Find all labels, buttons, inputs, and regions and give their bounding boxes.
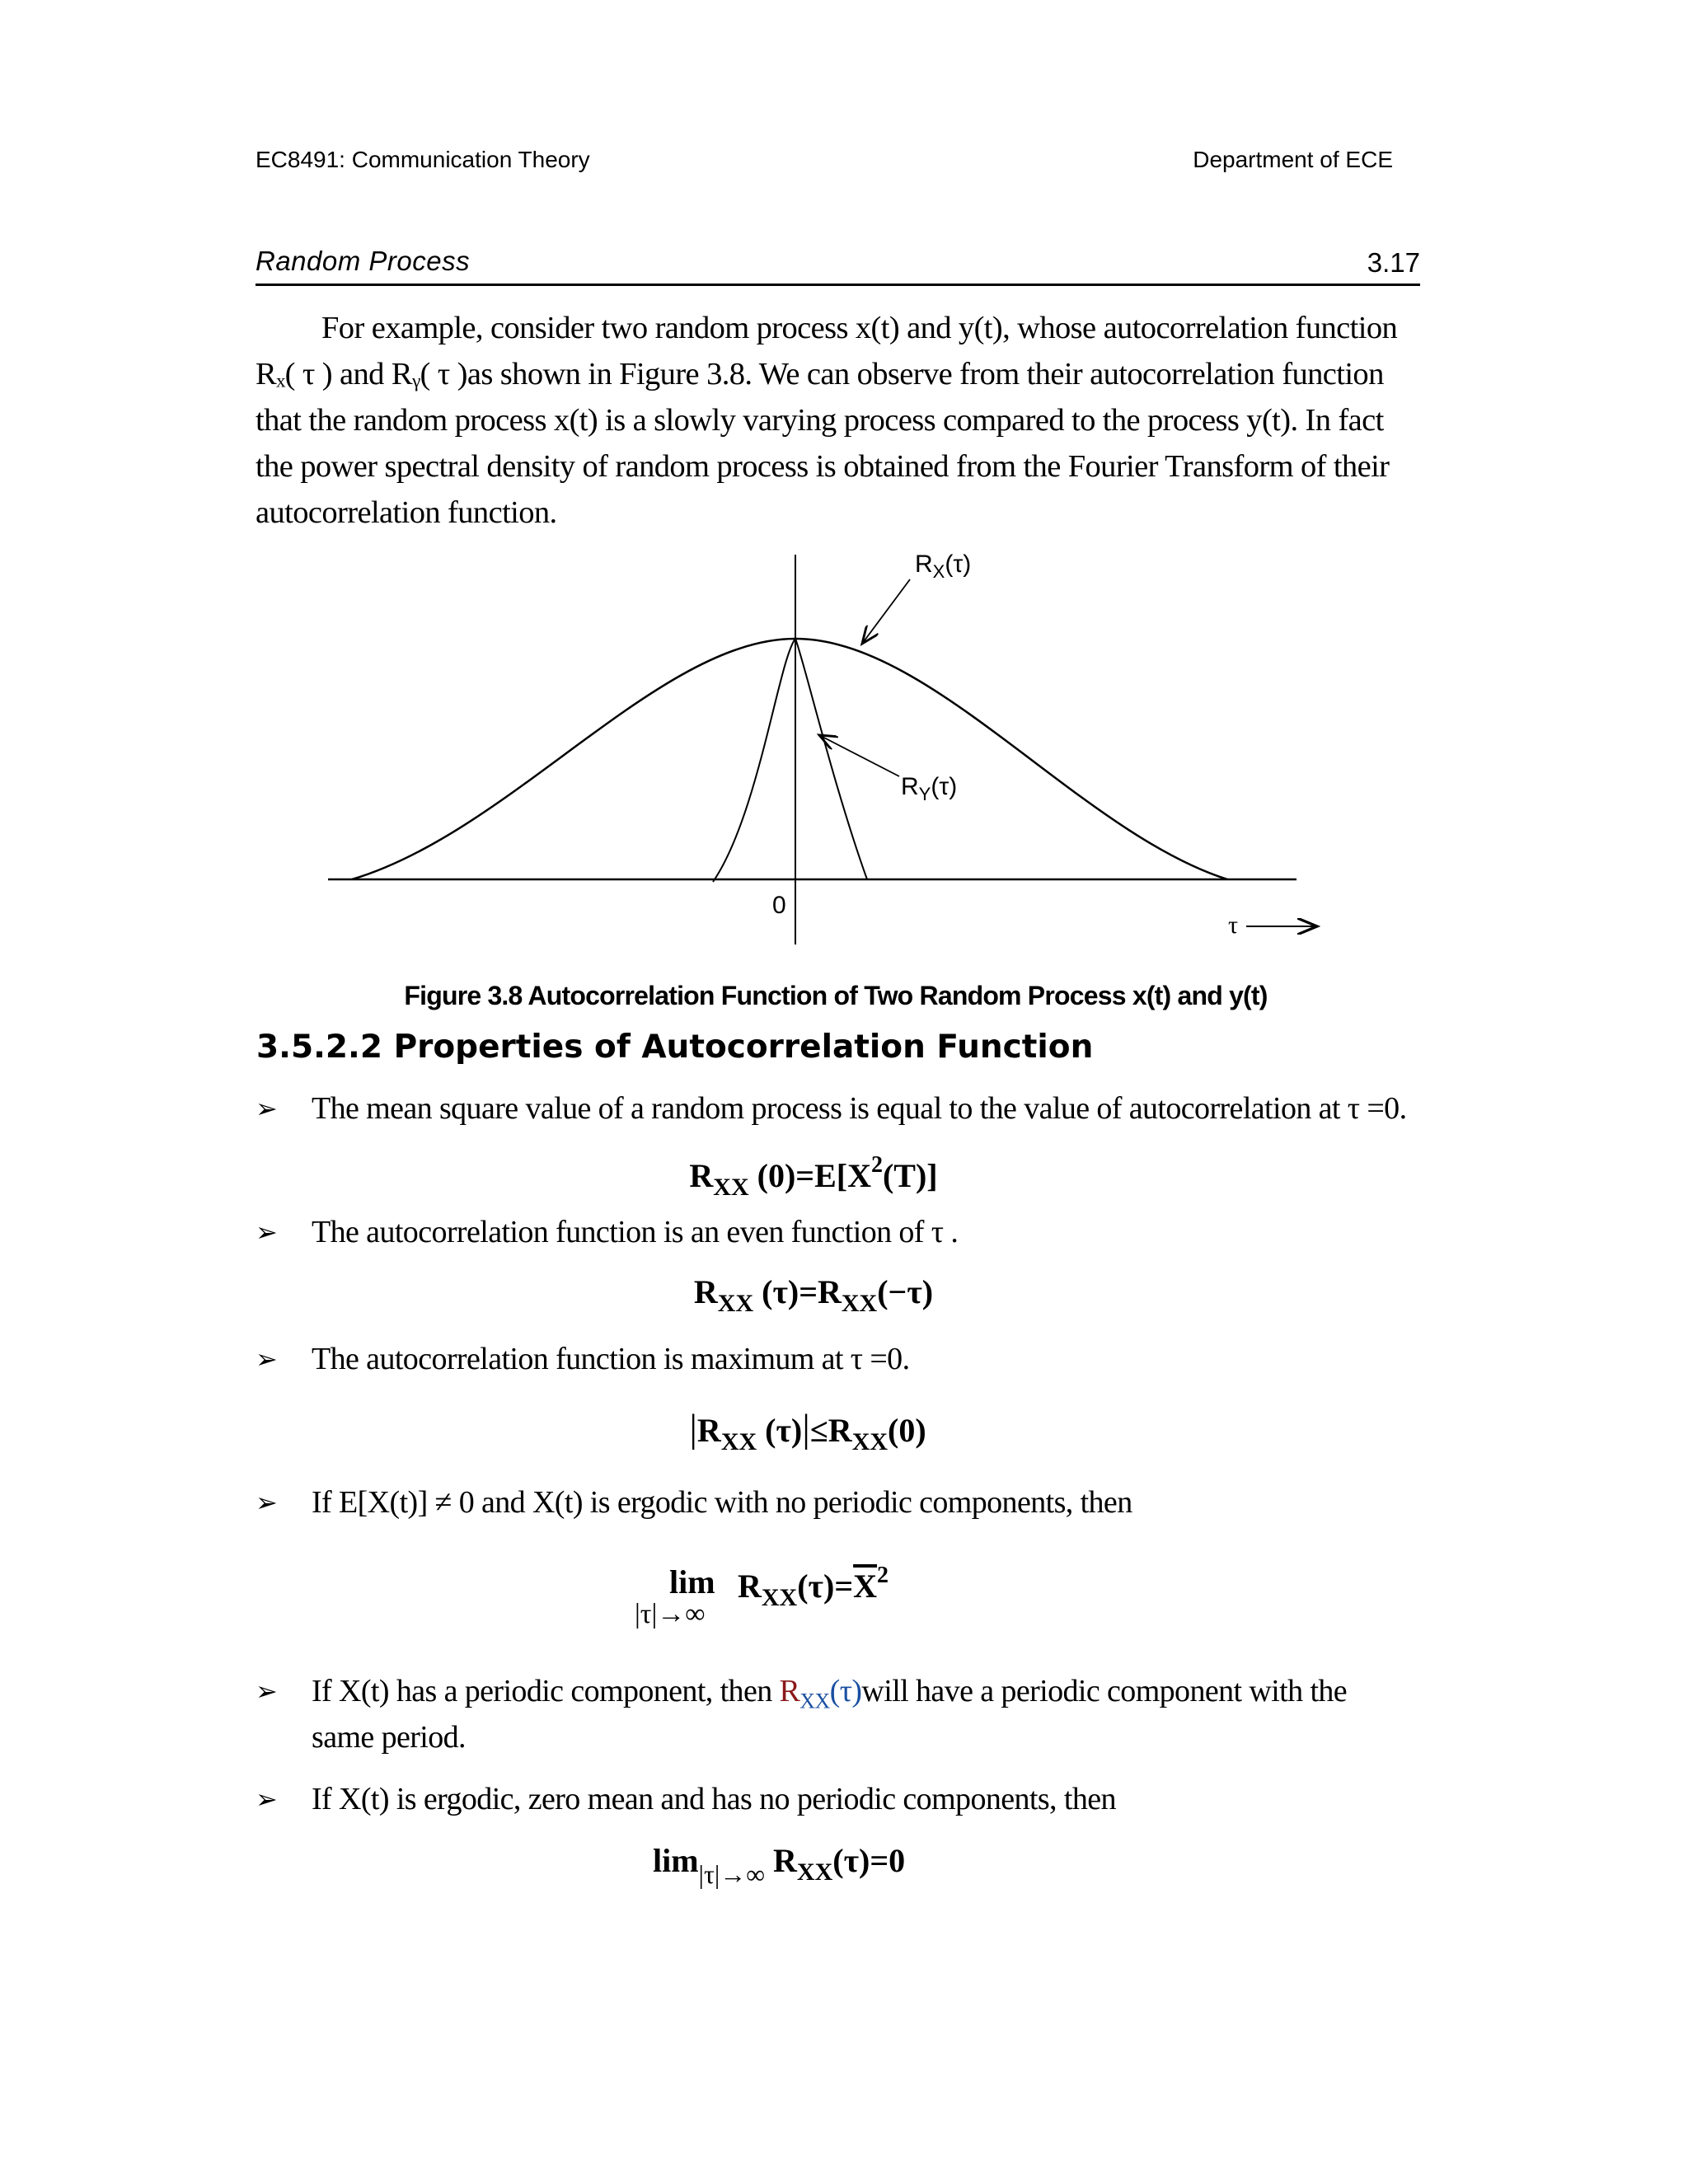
bullet-text: The autocorrelation function is an even function of τ . bbox=[312, 1215, 959, 1249]
bullet-arrow-icon: ➢ bbox=[256, 1783, 278, 1815]
bullet-text: If E[X(t)] ≠ 0 and X(t) is ergodic with no periodic components, then bbox=[312, 1485, 1132, 1520]
tau-label: τ bbox=[1228, 912, 1239, 939]
intro-line: autocorrelation function. bbox=[256, 495, 557, 530]
autocorrelation-figure bbox=[0, 0, 1688, 989]
rx-curve bbox=[352, 639, 1227, 879]
bullet-text: If X(t) is ergodic, zero mean and has no periodic components, then bbox=[312, 1782, 1116, 1816]
ry-label: $R_Y(\tau)$ bbox=[901, 773, 958, 804]
ry-pointer-arrow bbox=[819, 735, 899, 776]
bullet-arrow-icon: ➢ bbox=[256, 1487, 278, 1518]
intro-line: Rₓ( τ ) and Rᵧ( τ )as shown in Figure 3.8. We can observe from their autocorrelation function bbox=[256, 357, 1384, 391]
section-title: Random Process bbox=[256, 246, 471, 276]
intro-line: the power spectral density of random process is obtained from the Fourier Transform of their bbox=[256, 449, 1390, 484]
inline-rxx: $R_{XX}(\tau)$ bbox=[779, 1674, 862, 1713]
bullet-arrow-icon: ➢ bbox=[256, 1093, 278, 1124]
figure-caption: Figure 3.8 Autocorrelation Function of Two Random Process x(t) and y(t) bbox=[404, 981, 1268, 1010]
ry-curve bbox=[713, 639, 867, 882]
course-header: EC8491: Communication Theory bbox=[256, 147, 590, 172]
bullet-arrow-icon: ➢ bbox=[256, 1216, 278, 1248]
bullet-text: If X(t) has a periodic component, then $R_{XX}(\tau)will$ have a periodic component with the bbox=[312, 1674, 1348, 1713]
equation-maximum: $|R_{XX}$ $(\tau)|\le R_{XX}(0)$ bbox=[689, 1407, 926, 1455]
bullet-arrow-icon: ➢ bbox=[256, 1343, 278, 1375]
rx-pointer-arrow bbox=[862, 579, 910, 644]
rx-label: $R_X(\tau)$ bbox=[915, 551, 972, 582]
intro-line: that the random process x(t) is a slowly varying process compared to the process y(t). In fact bbox=[256, 403, 1384, 438]
department-header: Department of ECE bbox=[1193, 147, 1393, 172]
equation-limit-zero: $\lim_{|\tau|\to\infty} R_{XX}(\tau)=0$ bbox=[653, 1842, 906, 1889]
origin-label: 0 bbox=[772, 892, 786, 919]
equation-even-function: $R_{XX}$ $(\tau)=R_{XX}(-\tau)$ bbox=[693, 1273, 934, 1317]
bullet-text-continued: same period. bbox=[312, 1720, 466, 1755]
equation-mean-square: $R_{XX}$ $(0)=E[X^2(T)]$ bbox=[689, 1152, 938, 1201]
bullet-text: The autocorrelation function is maximum at τ =0. bbox=[312, 1342, 910, 1376]
bullet-arrow-icon: ➢ bbox=[256, 1675, 278, 1707]
section-heading: 3.5.2.2 Properties of Autocorrelation Function bbox=[256, 1029, 1094, 1066]
bullet-text: The mean square value of a random process is equal to the value of autocorrelation at τ =0. bbox=[312, 1091, 1407, 1126]
intro-line: For example, consider two random process x(t) and y(t), whose autocorrelation function bbox=[321, 311, 1398, 345]
page-number: 3.17 bbox=[1367, 247, 1420, 278]
